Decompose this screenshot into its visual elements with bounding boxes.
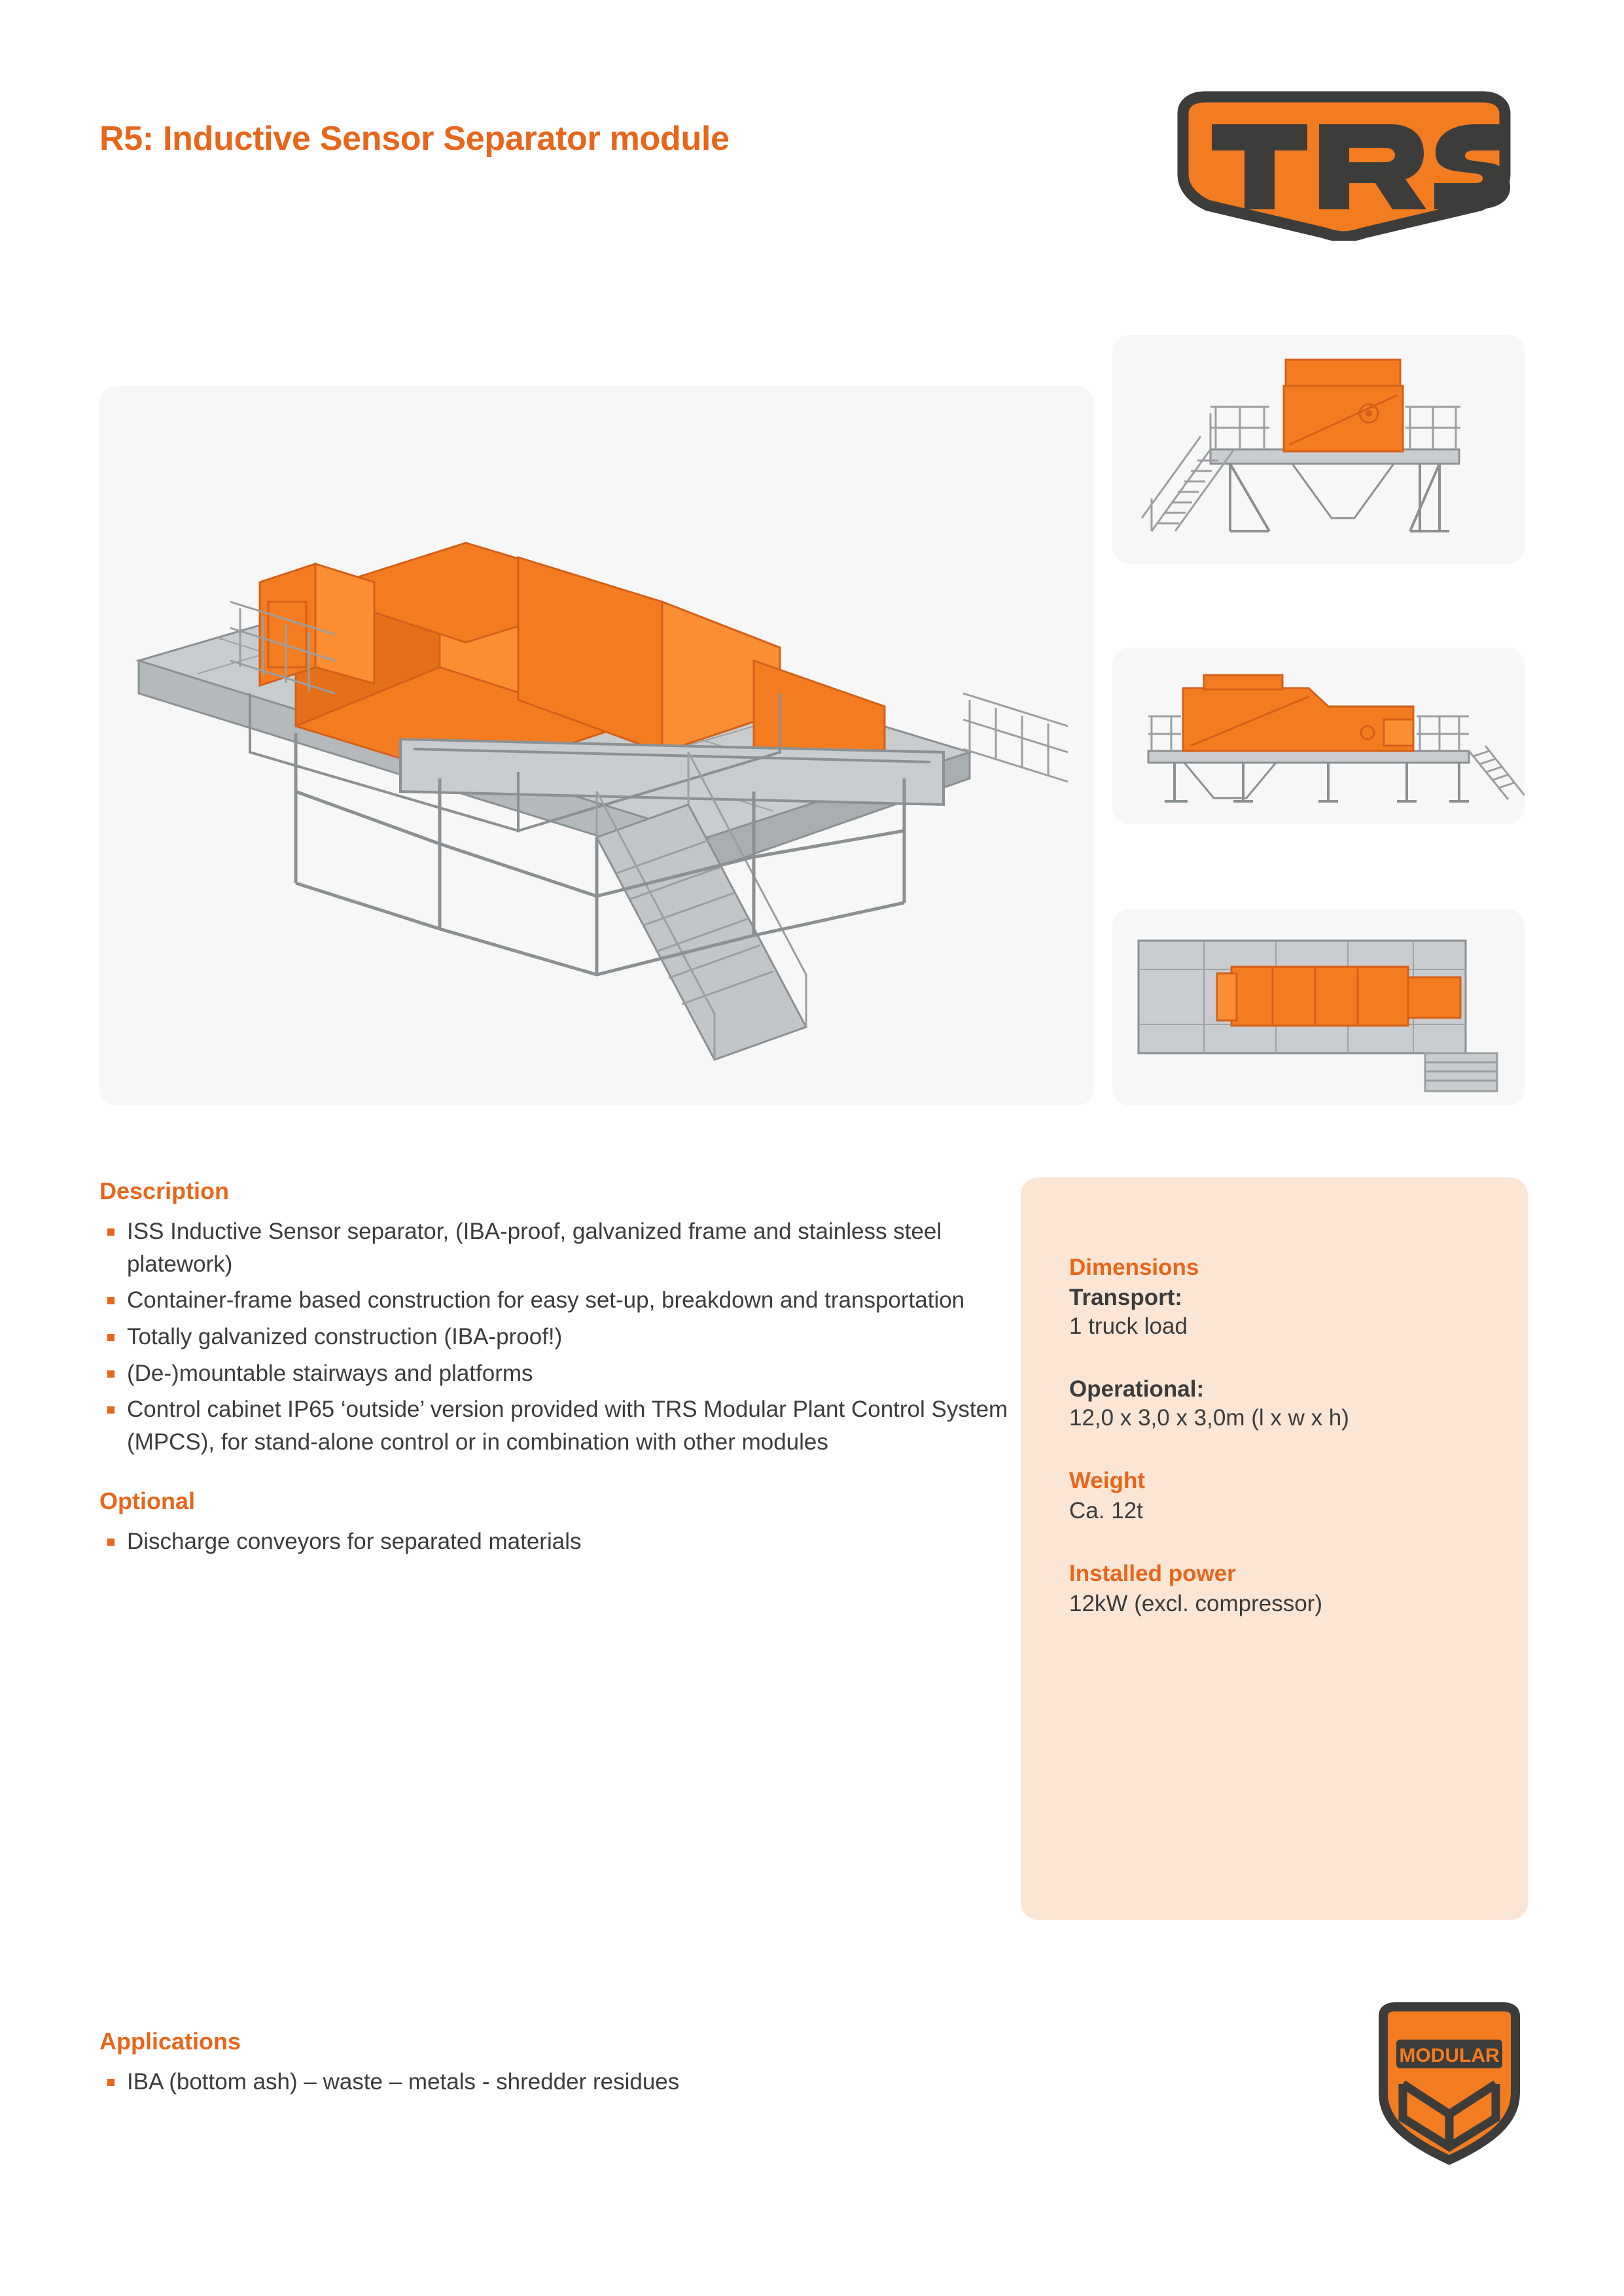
list-item: IBA (bottom ash) – waste – metals - shredder residues	[99, 2066, 1081, 2098]
spacer	[1069, 1342, 1479, 1376]
thumbnail-front-view	[1112, 335, 1525, 564]
weight-heading: Weight	[1069, 1468, 1146, 1493]
modular-logo-text: MODULAR	[1399, 2045, 1500, 2066]
trs-logo	[1167, 90, 1521, 241]
optional-heading: Optional	[99, 1487, 195, 1514]
spacer	[1069, 1434, 1479, 1468]
description-column	[99, 1177, 1015, 1587]
applications-list	[99, 2066, 1081, 2098]
page-title: R5: Inductive Sensor Separator module	[99, 120, 730, 158]
module-isometric-illustration	[99, 386, 1094, 1105]
optional-list	[99, 1525, 1015, 1558]
installed-power-value: 12kW (excl. compressor)	[1069, 1591, 1323, 1616]
list-item: Totally galvanized construction (IBA-proof!)	[99, 1321, 1015, 1353]
description-list	[99, 1215, 1015, 1459]
thumbnail-top-view	[1112, 909, 1525, 1105]
list-item: Discharge conveyors for separated materials	[99, 1525, 1015, 1558]
applications-section	[99, 2028, 1081, 2127]
thumbnail-side-view	[1112, 648, 1525, 824]
page-header	[99, 105, 1525, 262]
main-product-image	[99, 386, 1094, 1105]
list-item: ISS Inductive Sensor separator, (IBA-proof, galvanized frame and stainless steel platework)	[99, 1215, 1015, 1280]
specifications-panel	[1021, 1177, 1528, 1920]
description-heading: Description	[99, 1177, 230, 1204]
list-item: Control cabinet IP65 ‘outside’ version provided with TRS Modular Plant Control System (MPCS), for stand-alone control or in combination with other modules	[99, 1393, 1015, 1458]
list-item: Container-frame based construction for easy set-up, breakdown and transportation	[99, 1284, 1015, 1317]
list-item: (De-)mountable stairways and platforms	[99, 1357, 1015, 1390]
operational-value: 12,0 x 3,0 x 3,0m (l x w x h)	[1069, 1405, 1349, 1431]
modular-logo	[1374, 2002, 1525, 2165]
transport-value: 1 truck load	[1069, 1313, 1188, 1339]
dimensions-heading: Dimensions	[1069, 1255, 1199, 1280]
weight-value: Ca. 12t	[1069, 1498, 1143, 1523]
applications-heading: Applications	[99, 2028, 241, 2055]
spacer	[1069, 1527, 1479, 1561]
installed-power-heading: Installed power	[1069, 1561, 1236, 1586]
transport-label: Transport:	[1069, 1285, 1183, 1310]
operational-label: Operational:	[1069, 1376, 1205, 1402]
